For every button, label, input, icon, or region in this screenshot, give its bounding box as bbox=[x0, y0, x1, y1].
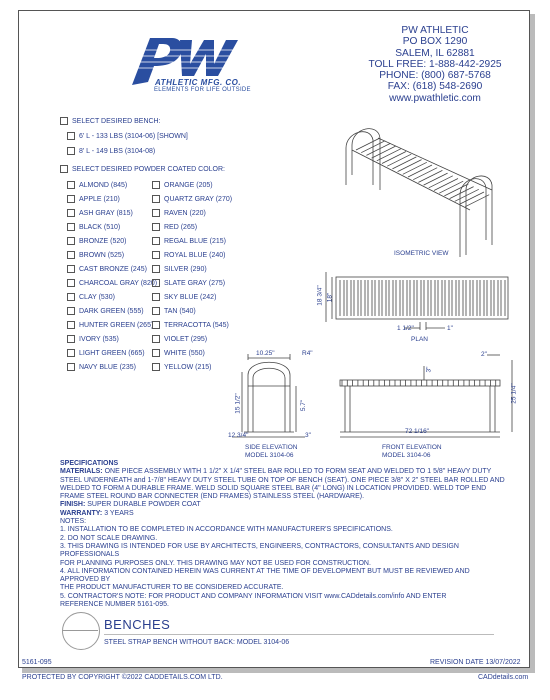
company-tollfree: TOLL FREE: 1-888-442-2925 bbox=[368, 58, 502, 70]
color-option-label: NAVY BLUE (235) bbox=[79, 363, 136, 371]
color-option-label: RAVEN (220) bbox=[164, 209, 206, 217]
materials-text: ONE PIECE ASSEMBLY WITH 1 1/2" X 1/4" STEEL BAR ROLLED TO FORM SEAT AND WELDED TO 1 5/8" HEAVY DUTY STEEL UNDERNEATH and 1-7/8" HEAVY DUTY STEEL TUBE ON TOP OF BENCH (SEAT). ONE PIECE 3/8" X 2" STEEL BAR ROLLED AND WELDED TO FORM A DURABLE FRAME. WELD SOLID SQUARE STEEL BAR (4" LONG) IN LOCATION PROVIDED. WELD TOP END FRAME STEEL ROUND BAR CONNECTER (END FRAMES) STAINLESS STEEL (HARDWARE). bbox=[60, 468, 505, 501]
side-elevation-model: MODEL 3104-06 bbox=[245, 452, 294, 459]
company-city: SALEM, IL 62881 bbox=[395, 47, 475, 59]
company-fax: FAX: (618) 548-2690 bbox=[387, 81, 483, 93]
side-base-dim: 12 3/4" bbox=[228, 432, 249, 439]
color-option-label: SLATE GRAY (275) bbox=[164, 279, 226, 287]
color-option-label: YELLOW (215) bbox=[164, 363, 212, 371]
color-option-label: SILVER (290) bbox=[164, 265, 207, 273]
specs-heading: SPECIFICATIONS bbox=[60, 460, 119, 467]
color-option-label: VIOLET (295) bbox=[164, 335, 208, 343]
color-option-label: RED (265) bbox=[164, 223, 198, 231]
color-select-heading[interactable]: SELECT DESIRED POWDER COATED COLOR: bbox=[60, 165, 225, 173]
plan-view-drawing bbox=[326, 272, 508, 330]
warranty-text: 3 YEARS bbox=[102, 509, 134, 517]
bench-select-heading[interactable]: SELECT DESIRED BENCH: bbox=[60, 117, 161, 125]
side-elevation-label: SIDE ELEVATION bbox=[245, 444, 298, 451]
front-mid-dim: 3" bbox=[425, 366, 433, 373]
side-elevation-drawing bbox=[232, 354, 308, 437]
color-option-label: SKY BLUE (242) bbox=[164, 293, 217, 301]
side-offset-dim: 3" bbox=[305, 432, 311, 439]
note-line-4: FOR PLANNING PURPOSES ONLY. THIS DRAWING MAY NOT BE USED FOR CONSTRUCTION. bbox=[60, 559, 371, 567]
isometric-view-label: ISOMETRIC VIEW bbox=[394, 250, 449, 257]
color-option-label: TAN (540) bbox=[164, 307, 196, 315]
side-top-dim: 10.25" bbox=[256, 350, 275, 357]
plan-gap-dim: 1 1/2" bbox=[397, 325, 414, 332]
color-option-label: ORANGE (205) bbox=[164, 181, 213, 189]
note-line-6: THE PRODUCT MANUFACTURER TO BE CONSIDERED ACCURATE. bbox=[60, 584, 284, 592]
color-option-label: APPLE (210) bbox=[79, 195, 120, 203]
color-option-label: ROYAL BLUE (240) bbox=[164, 251, 226, 259]
note-line-7: 5. CONTRACTOR'S NOTE: FOR PRODUCT AND COMPANY INFORMATION VISIT www.CADdetails.com/info AND ENTER bbox=[60, 592, 447, 600]
title-circle-icon bbox=[62, 612, 100, 650]
company-website-link[interactable]: www.pwathletic.com bbox=[389, 92, 481, 104]
title-circle-divider bbox=[62, 630, 98, 631]
company-name: PW ATHLETIC bbox=[401, 25, 469, 36]
warranty-label: WARRANTY: bbox=[60, 509, 103, 517]
note-line-5: 4. ALL INFORMATION CONTAINED HEREIN WAS CURRENT AT THE TIME OF DEVELOPMENT BUT MUST BE REVIEWED AND APPROVED BY bbox=[60, 567, 470, 584]
note-line-8: REFERENCE NUMBER 5161-095. bbox=[60, 601, 169, 609]
color-option-label: CHARCOAL GRAY (820) bbox=[79, 279, 158, 287]
note-line-2: 2. DO NOT SCALE DRAWING. bbox=[60, 534, 158, 542]
copyright-notice: PROTECTED BY COPYRIGHT ©2022 CADDETAILS.COM LTD. bbox=[22, 674, 223, 681]
plan-slat-dim: 1" bbox=[447, 325, 453, 332]
drawing-title: BENCHES bbox=[104, 617, 171, 632]
finish-label: FINISH: bbox=[60, 501, 86, 509]
color-option-label: ASH GRAY (815) bbox=[79, 209, 133, 217]
color-option-label: BRONZE (520) bbox=[79, 237, 127, 245]
logo-subtitle: ATHLETIC MFG. CO. bbox=[155, 78, 242, 87]
color-option-label: CAST BRONZE (245) bbox=[79, 265, 147, 273]
front-length-dim: 72 1/16" bbox=[405, 428, 429, 435]
side-leg-dim: 5.7" bbox=[300, 399, 308, 412]
company-phone: PHONE: (800) 687-5768 bbox=[379, 70, 491, 82]
note-line-3: 3. THIS DRAWING IS INTENDED FOR USE BY ARCHITECTS, ENGINEERS, CONTRACTORS, CONSULTANTS AND DESIGN PROFESSIONALS bbox=[60, 542, 459, 559]
caddetails-link[interactable]: CADdetails.com bbox=[478, 674, 529, 681]
note-line-1: 1. INSTALLATION TO BE COMPLETED IN ACCORDANCE WITH MANUFACTURER'S SPECIFICATIONS. bbox=[60, 526, 393, 534]
front-height-dim: 25 1/4" bbox=[510, 383, 518, 404]
isometric-bench-drawing bbox=[346, 129, 492, 257]
notes-label: NOTES: bbox=[60, 518, 87, 526]
color-option-label: CLAY (530) bbox=[79, 293, 115, 301]
color-option-label: REGAL BLUE (215) bbox=[164, 237, 226, 245]
side-height-dim: 15 1/2" bbox=[234, 393, 242, 414]
company-pobox: PO BOX 1290 bbox=[402, 36, 468, 48]
logo-tagline: ELEMENTS FOR LIFE OUTSIDE bbox=[154, 87, 251, 93]
color-option-label: ALMOND (845) bbox=[79, 181, 128, 189]
bench-option-8ft[interactable]: 8' L - 149 LBS (3104-08) bbox=[67, 147, 155, 155]
color-option-label: LIGHT GREEN (665) bbox=[79, 349, 145, 357]
title-rule bbox=[104, 634, 494, 635]
color-option-label: HUNTER GREEN (265) bbox=[79, 321, 154, 329]
color-option-label: BROWN (525) bbox=[79, 251, 125, 259]
front-top-dim: 2" bbox=[481, 351, 487, 358]
materials-label: MATERIALS: bbox=[60, 468, 103, 476]
color-option-label: DARK GREEN (555) bbox=[79, 307, 144, 315]
color-option-label: WHITE (550) bbox=[164, 349, 205, 357]
revision-date: REVISION DATE 13/07/2022 bbox=[430, 659, 521, 666]
color-option-label: QUARTZ GRAY (270) bbox=[164, 195, 233, 203]
color-option-label: TERRACOTTA (545) bbox=[164, 321, 229, 329]
finish-text: SUPER DURABLE POWDER COAT bbox=[85, 501, 201, 509]
front-elevation-label: FRONT ELEVATION bbox=[382, 444, 442, 451]
color-option-label: BLACK (510) bbox=[79, 223, 121, 231]
bench-option-6ft[interactable]: 6' L - 133 LBS (3104-06) [SHOWN] bbox=[67, 132, 188, 140]
front-elevation-model: MODEL 3104-06 bbox=[382, 452, 431, 459]
reference-number: 5161-095 bbox=[22, 659, 52, 666]
side-radius-dim: R4" bbox=[302, 350, 313, 357]
plan-view-label: PLAN bbox=[411, 336, 428, 343]
plan-width-dim: 18 3/4" bbox=[316, 285, 324, 306]
drawing-subtitle: STEEL STRAP BENCH WITHOUT BACK: MODEL 3104-06 bbox=[104, 639, 290, 646]
color-option-label: IVORY (535) bbox=[79, 335, 119, 343]
specifications-block bbox=[60, 460, 510, 609]
plan-inner-width-dim: 18" bbox=[326, 292, 334, 303]
